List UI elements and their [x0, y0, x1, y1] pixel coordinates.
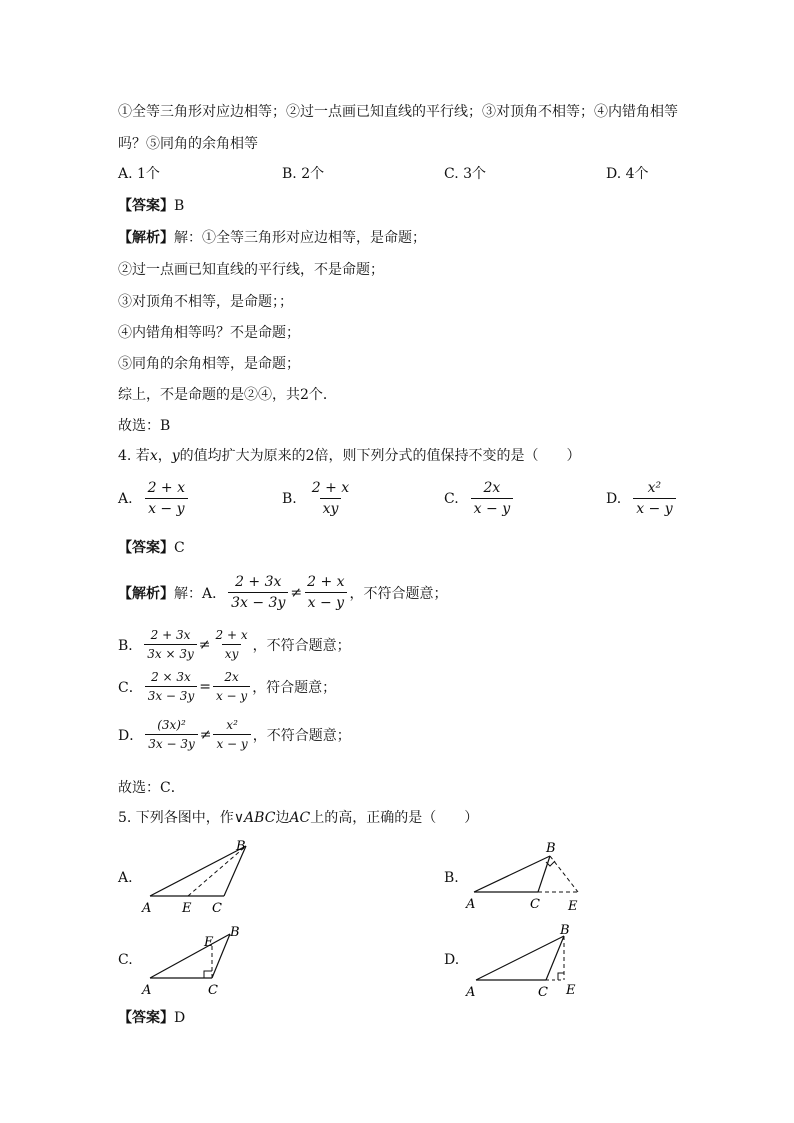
label-e: E	[182, 901, 192, 916]
operator: ≠	[198, 636, 211, 653]
side-ab	[150, 934, 230, 978]
q3-analysis-line4: ④内错角相等吗？不是命题；	[118, 325, 300, 341]
sol-prefix: D．	[118, 727, 144, 744]
right-angle-mark	[558, 973, 564, 980]
fraction: $\frac{2 + 3x}{3x \times 3y}$	[144, 628, 197, 661]
fraction: $\frac{2 \times 3x}{3x - 3y}$	[145, 670, 198, 703]
q5-answer	[118, 1008, 185, 1028]
q3-statement-line1: ①全等三角形对应边相等；②过一点画已知直线的平行线；③对顶角不相等；④内错角相等	[118, 104, 678, 120]
q3-conclusion: 故选：B	[118, 418, 171, 434]
label-b: B	[236, 839, 246, 854]
side-ab	[476, 936, 564, 980]
answer-tag: 【答案】	[118, 540, 174, 556]
answer-value: C	[174, 540, 185, 556]
side-ab	[474, 856, 550, 892]
operator: ≠	[290, 584, 303, 601]
q3-option-c: C. 3个	[444, 166, 487, 182]
q5-option-b-label: B.	[444, 870, 459, 886]
label-a: A	[466, 897, 476, 912]
operator: ≠	[199, 726, 212, 743]
fraction: $\frac{2 + x}{x - y}$	[145, 480, 188, 517]
sol-tail: ，符合题意；	[252, 679, 337, 696]
q4-solution-c	[118, 670, 336, 703]
fraction: $\frac{2x}{x - y}$	[213, 670, 250, 703]
q3-option-b: B. 2个	[282, 166, 325, 182]
right-angle-mark	[204, 971, 212, 978]
label-b: B	[230, 925, 240, 940]
q5-figure-d	[462, 920, 592, 1006]
fraction: $\frac{2 + x}{xy}$	[215, 628, 248, 661]
option-label: C.	[444, 490, 459, 507]
q5-figure-b	[462, 838, 592, 922]
sol-tail: ，不符合题意；	[252, 727, 351, 744]
label-e: E	[566, 983, 576, 998]
answer-value: D	[174, 1010, 186, 1026]
q4-stem	[118, 446, 581, 466]
q3-option-d: D. 4个	[606, 166, 649, 182]
fraction: $\frac{\text{x²}}{x - y}$	[633, 480, 675, 517]
label-b: B	[560, 923, 570, 938]
answer-tag: 【答案】	[118, 198, 174, 214]
q4-solution-b	[118, 628, 351, 661]
option-label: A.	[118, 490, 133, 507]
label-c: C	[538, 985, 548, 1000]
side-ab	[150, 846, 246, 896]
q4-stem-pre: 4. 若	[118, 448, 150, 464]
sol-prefix: C．	[118, 679, 143, 696]
label-c: C	[208, 983, 218, 998]
q4-answer	[118, 538, 185, 558]
q4-conclusion: 故选：C．	[118, 780, 185, 796]
label-c: C	[212, 901, 222, 916]
label-a: A	[142, 901, 152, 916]
option-label: B.	[282, 490, 297, 507]
fraction: $\frac{\text{x²}}{x - y}$	[213, 718, 250, 751]
q3-analysis-line3: ③对顶角不相等，是命题；；	[118, 294, 293, 310]
answer-value: B	[174, 198, 185, 214]
q5-option-c-label: C.	[118, 952, 133, 968]
sol-tail: ，不符合题意；	[252, 637, 351, 654]
var-x: x	[149, 448, 158, 464]
side-ac: AC	[289, 810, 311, 826]
fraction: $\frac{2x}{x - y}$	[471, 480, 513, 517]
q4-stem-post: 的值均扩大为原来的2倍，则下列分式的值保持不变的是（ ）	[179, 448, 581, 464]
q4-solution-a	[118, 574, 448, 611]
q5-stem-mid: 边	[275, 810, 290, 826]
operator: =	[199, 678, 211, 695]
side-bc	[212, 934, 230, 978]
answer-tag: 【答案】	[118, 1010, 174, 1026]
fraction: $\frac{2 + x}{x - y}$	[304, 574, 347, 611]
q4-option-a	[118, 480, 190, 517]
sol-prefix: 解：A．	[174, 585, 227, 602]
triangle-abc: ∨ABC	[233, 810, 276, 826]
label-c: C	[530, 897, 540, 912]
q5-stem	[118, 808, 478, 828]
q4-comma: ，	[157, 448, 172, 464]
q3-analysis-line5: ⑤同角的余角相等，是命题；	[118, 356, 300, 372]
q3-analysis-line6: 综上，不是命题的是②④，共2个．	[118, 387, 337, 403]
q4-solution-d	[118, 718, 351, 751]
q3-option-a: A. 1个	[118, 166, 160, 182]
sol-prefix: B．	[118, 637, 143, 654]
q4-option-d	[606, 480, 678, 517]
sol-tail: ，不符合题意；	[349, 585, 448, 602]
q4-option-c	[444, 480, 515, 517]
q5-stem-post: 上的高，正确的是（ ）	[310, 810, 479, 826]
fraction: $\frac{2 + 3x}{3x - 3y}$	[228, 574, 288, 611]
q5-figure-a	[138, 836, 268, 920]
q5-stem-pre: 5. 下列各图中，作	[118, 810, 234, 826]
label-a: A	[466, 985, 476, 1000]
q5-option-d-label: D.	[444, 952, 460, 968]
q3-answer	[118, 196, 184, 216]
analysis-tag: 【解析】	[118, 230, 174, 246]
var-y: y	[171, 448, 180, 464]
q3-analysis-line2: ②过一点画已知直线的平行线，不是命题；	[118, 262, 384, 278]
label-a: A	[142, 983, 152, 998]
label-e: E	[204, 935, 214, 950]
analysis-text: 解：①全等三角形对应边相等，是命题；	[174, 230, 426, 246]
option-label: D.	[606, 490, 622, 507]
fraction: $\frac{2 + x}{xy}$	[311, 480, 350, 517]
q5-option-a-label: A.	[118, 870, 133, 886]
analysis-tag: 【解析】	[118, 585, 174, 602]
q4-option-b	[282, 480, 354, 517]
label-b: B	[546, 841, 556, 856]
label-e: E	[568, 899, 578, 914]
fraction: $\frac{\text{(3x)²}}{3x - 3y}$	[145, 718, 198, 751]
q3-statement-line2: 吗？⑤同角的余角相等	[118, 136, 258, 152]
q5-figure-c	[138, 922, 268, 1006]
q3-analysis-line1	[118, 228, 426, 248]
